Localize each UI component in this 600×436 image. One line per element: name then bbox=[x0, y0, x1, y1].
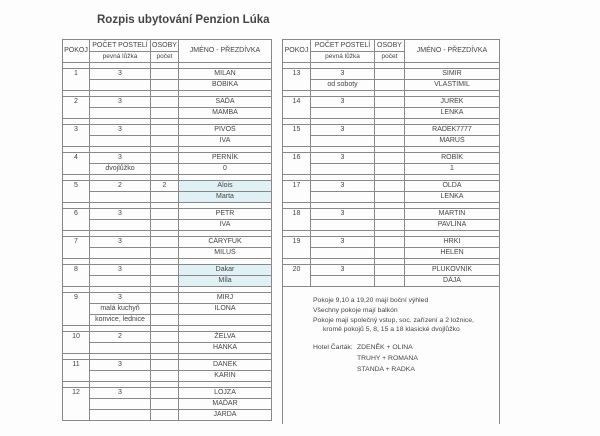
header-pevna: pevná lůžka bbox=[311, 52, 375, 63]
beds-cell bbox=[90, 343, 151, 354]
room-number: 16 bbox=[283, 153, 311, 175]
guest-name: 1 bbox=[405, 164, 500, 175]
left-room-table bbox=[62, 39, 272, 421]
persons-cell bbox=[151, 69, 179, 80]
persons-cell bbox=[375, 248, 405, 259]
room-number: 15 bbox=[283, 125, 311, 147]
persons-cell bbox=[375, 136, 405, 147]
room-number: 6 bbox=[63, 209, 90, 231]
beds-cell: 3 bbox=[90, 153, 151, 164]
guest-name: PIVOŠ bbox=[179, 125, 272, 136]
note-line: kromě pokojů 5, 8, 15 a 18 klasické dvojlůžko bbox=[323, 326, 460, 334]
guest-name: ILONA bbox=[179, 304, 272, 315]
guest-name: PETR bbox=[179, 209, 272, 220]
guest-name: Dakar bbox=[179, 265, 272, 276]
guest-name: ŽELVA bbox=[179, 332, 272, 343]
beds-cell: malá kuchyň bbox=[90, 304, 151, 315]
room-number: 5 bbox=[63, 181, 90, 203]
room-number: 17 bbox=[283, 181, 311, 203]
header-pevna: pevná lůžka bbox=[90, 52, 151, 63]
beds-cell: konvice, lednice bbox=[90, 315, 151, 326]
persons-cell bbox=[375, 125, 405, 136]
room-number: 1 bbox=[63, 69, 90, 91]
room-number: 12 bbox=[63, 388, 90, 421]
beds-cell bbox=[90, 108, 151, 119]
beds-cell: 3 bbox=[311, 209, 375, 220]
table-row bbox=[283, 248, 500, 259]
persons-cell bbox=[151, 136, 179, 147]
table-row bbox=[63, 181, 272, 192]
table-row bbox=[283, 153, 500, 164]
table-row bbox=[283, 265, 500, 276]
header-pocet: POČET POSTELÍ bbox=[90, 40, 151, 52]
guest-name: KARIN bbox=[179, 371, 272, 382]
guest-name: MILAN bbox=[179, 69, 272, 80]
table-row bbox=[63, 80, 272, 91]
table-row bbox=[63, 248, 272, 259]
persons-cell bbox=[151, 360, 179, 371]
persons-cell bbox=[151, 315, 179, 326]
table-row bbox=[63, 153, 272, 164]
table-row bbox=[63, 69, 272, 80]
beds-cell: 3 bbox=[90, 209, 151, 220]
beds-cell bbox=[311, 220, 375, 231]
right-border-left bbox=[282, 272, 283, 424]
guest-name: 0 bbox=[179, 164, 272, 175]
guest-name: LENKA bbox=[405, 108, 500, 119]
table-row bbox=[283, 136, 500, 147]
persons-cell bbox=[375, 108, 405, 119]
beds-cell bbox=[311, 164, 375, 175]
table-row bbox=[283, 69, 500, 80]
beds-cell bbox=[311, 192, 375, 203]
persons-cell bbox=[375, 153, 405, 164]
beds-cell bbox=[90, 80, 151, 91]
persons-cell bbox=[375, 69, 405, 80]
guest-name: IVA bbox=[179, 136, 272, 147]
header-pokoj: POKOJ bbox=[63, 40, 90, 63]
guest-name: MAMBA bbox=[179, 108, 272, 119]
table-row bbox=[63, 164, 272, 175]
persons-cell bbox=[151, 410, 179, 421]
table-row bbox=[63, 343, 272, 354]
header-jmeno: JMÉNO - PŘEZDÍVKA bbox=[179, 40, 272, 63]
guest-name: SIMIR bbox=[405, 69, 500, 80]
beds-cell bbox=[311, 108, 375, 119]
persons-cell bbox=[375, 164, 405, 175]
persons-cell bbox=[151, 265, 179, 276]
hotel-block bbox=[313, 342, 418, 375]
persons-cell bbox=[151, 343, 179, 354]
beds-cell: 2 bbox=[90, 332, 151, 343]
guest-name: DÁJA bbox=[405, 276, 500, 287]
guest-name: PERNÍK bbox=[179, 153, 272, 164]
room-number: 8 bbox=[63, 265, 90, 287]
table-row bbox=[63, 371, 272, 382]
persons-cell bbox=[151, 153, 179, 164]
beds-cell bbox=[90, 220, 151, 231]
guest-name: MARTIN bbox=[405, 209, 500, 220]
beds-cell bbox=[90, 248, 151, 259]
room-number: 7 bbox=[63, 237, 90, 259]
table-row bbox=[63, 293, 272, 304]
hotel-label: Hotel Čarták: bbox=[313, 344, 353, 351]
room-number: 13 bbox=[283, 69, 311, 91]
persons-cell bbox=[375, 276, 405, 287]
persons-cell bbox=[375, 192, 405, 203]
header-pocet: POČET POSTELÍ bbox=[311, 40, 375, 52]
table-row bbox=[283, 181, 500, 192]
table-row bbox=[63, 332, 272, 343]
persons-cell bbox=[151, 276, 179, 287]
table-row bbox=[63, 237, 272, 248]
notes-block bbox=[313, 296, 474, 335]
guest-name: HELEN bbox=[405, 248, 500, 259]
room-number: 10 bbox=[63, 332, 90, 354]
guest-name: BOBIKA bbox=[179, 80, 272, 91]
guest-name: MARUŠ bbox=[405, 136, 500, 147]
table-row bbox=[63, 97, 272, 108]
persons-cell bbox=[151, 237, 179, 248]
beds-cell: 2 bbox=[90, 181, 151, 192]
guest-name: ROBÍK bbox=[405, 153, 500, 164]
persons-cell bbox=[375, 220, 405, 231]
table-row bbox=[63, 136, 272, 147]
table-row bbox=[63, 410, 272, 421]
room-number: 9 bbox=[63, 293, 90, 326]
persons-cell bbox=[151, 371, 179, 382]
guest-name bbox=[179, 315, 272, 326]
persons-cell bbox=[375, 97, 405, 108]
hotel-line: ZDENĚK + OLINA bbox=[357, 344, 413, 351]
beds-cell bbox=[90, 136, 151, 147]
header-row bbox=[63, 40, 272, 52]
guest-name: MIRJ bbox=[179, 293, 272, 304]
room-number: 3 bbox=[63, 125, 90, 147]
header-pokoj: POKOJ bbox=[283, 40, 311, 63]
guest-name: HANKA bbox=[179, 343, 272, 354]
table-row bbox=[283, 80, 500, 91]
table-row bbox=[283, 220, 500, 231]
guest-name: SAĎA bbox=[179, 97, 272, 108]
guest-name: JARDA bbox=[179, 410, 272, 421]
guest-name: IVA bbox=[179, 220, 272, 231]
table-row bbox=[63, 276, 272, 287]
persons-cell bbox=[151, 164, 179, 175]
table-row bbox=[283, 97, 500, 108]
table-row bbox=[63, 125, 272, 136]
header-osoby: OSOBY bbox=[151, 40, 179, 52]
right-border-right bbox=[499, 272, 500, 424]
beds-cell bbox=[90, 399, 151, 410]
beds-cell: 3 bbox=[311, 237, 375, 248]
hotel-line: STANDA + RADKA bbox=[357, 366, 415, 373]
guest-name: Míla bbox=[179, 276, 272, 287]
table-row bbox=[63, 209, 272, 220]
persons-cell bbox=[151, 220, 179, 231]
table-row bbox=[63, 304, 272, 315]
room-number: 2 bbox=[63, 97, 90, 119]
table-row bbox=[63, 265, 272, 276]
guest-name: OLDA bbox=[405, 181, 500, 192]
persons-cell bbox=[151, 293, 179, 304]
beds-cell: 3 bbox=[90, 237, 151, 248]
guest-name: DANEK bbox=[179, 360, 272, 371]
table-row bbox=[283, 192, 500, 203]
table-row bbox=[283, 276, 500, 287]
beds-cell: 3 bbox=[90, 97, 151, 108]
persons-cell bbox=[151, 304, 179, 315]
header-osoby: OSOBY bbox=[375, 40, 405, 52]
table-row bbox=[283, 209, 500, 220]
persons-cell bbox=[151, 80, 179, 91]
persons-cell bbox=[375, 181, 405, 192]
beds-cell: 3 bbox=[311, 97, 375, 108]
room-number: 18 bbox=[283, 209, 311, 231]
persons-cell bbox=[151, 97, 179, 108]
guest-name: PAVLÍNA bbox=[405, 220, 500, 231]
guest-name: MAĎAR bbox=[179, 399, 272, 410]
persons-cell bbox=[151, 388, 179, 399]
beds-cell bbox=[90, 410, 151, 421]
table-row bbox=[283, 125, 500, 136]
table-row bbox=[63, 192, 272, 203]
table-row bbox=[63, 360, 272, 371]
table-row bbox=[283, 237, 500, 248]
table-row bbox=[63, 399, 272, 410]
beds-cell: 3 bbox=[311, 265, 375, 276]
guest-name: LENKA bbox=[405, 192, 500, 203]
beds-cell: dvojlůžko bbox=[90, 164, 151, 175]
right-room-table bbox=[282, 39, 500, 287]
persons-cell bbox=[151, 248, 179, 259]
guest-name: RADEK7777 bbox=[405, 125, 500, 136]
persons-cell bbox=[375, 237, 405, 248]
guest-name: LOJZA bbox=[179, 388, 272, 399]
beds-cell: 3 bbox=[90, 388, 151, 399]
room-number: 14 bbox=[283, 97, 311, 119]
persons-cell bbox=[375, 209, 405, 220]
guest-name: PLUKOVNÍK bbox=[405, 265, 500, 276]
persons-cell bbox=[375, 80, 405, 91]
beds-cell: 3 bbox=[90, 265, 151, 276]
beds-cell: 3 bbox=[311, 181, 375, 192]
table-row bbox=[63, 315, 272, 326]
header-jmeno: JMÉNO - PŘEZDÍVKA bbox=[405, 40, 500, 63]
room-number: 19 bbox=[283, 237, 311, 259]
persons-cell bbox=[375, 265, 405, 276]
guest-name: MILUŠ bbox=[179, 248, 272, 259]
beds-cell: 3 bbox=[311, 69, 375, 80]
beds-cell: 3 bbox=[90, 69, 151, 80]
guest-name: JUREK bbox=[405, 97, 500, 108]
table-row bbox=[63, 108, 272, 119]
persons-cell bbox=[151, 399, 179, 410]
header-row bbox=[283, 40, 500, 52]
beds-cell bbox=[311, 136, 375, 147]
header-pocet-sub: počet bbox=[151, 52, 179, 63]
room-number: 20 bbox=[283, 265, 311, 287]
guest-name: HRKI bbox=[405, 237, 500, 248]
persons-cell bbox=[151, 192, 179, 203]
beds-cell: 3 bbox=[311, 125, 375, 136]
beds-cell: 3 bbox=[90, 293, 151, 304]
hotel-line: TRUHY + ROMANA bbox=[357, 355, 418, 362]
beds-cell bbox=[90, 371, 151, 382]
guest-name: ČÁRYFUK bbox=[179, 237, 272, 248]
table-row bbox=[63, 388, 272, 399]
beds-cell: 3 bbox=[311, 153, 375, 164]
note-line: Pokoje mají společný vstup, soc. zařízení a 2 ložnice, bbox=[313, 316, 474, 324]
beds-cell: 3 bbox=[90, 360, 151, 371]
beds-cell: od soboty bbox=[311, 80, 375, 91]
beds-cell bbox=[90, 276, 151, 287]
beds-cell bbox=[311, 248, 375, 259]
persons-cell bbox=[151, 125, 179, 136]
guest-name: Alois bbox=[179, 181, 272, 192]
guest-name: Marta bbox=[179, 192, 272, 203]
table-row bbox=[283, 108, 500, 119]
room-number: 4 bbox=[63, 153, 90, 175]
note-line: Pokoje 9,10 a 19,20 mají boční výhled bbox=[313, 297, 429, 304]
beds-cell bbox=[311, 276, 375, 287]
beds-cell: 3 bbox=[90, 125, 151, 136]
table-row bbox=[63, 220, 272, 231]
guest-name: VLASTIMIL bbox=[405, 80, 500, 91]
persons-cell bbox=[151, 209, 179, 220]
room-number: 11 bbox=[63, 360, 90, 382]
persons-cell: 2 bbox=[151, 181, 179, 192]
note-line: Všechny pokoje mají balkón bbox=[313, 306, 398, 314]
persons-cell bbox=[151, 108, 179, 119]
page-title: Rozpis ubytování Penzion Lúka bbox=[97, 14, 270, 26]
persons-cell bbox=[151, 332, 179, 343]
table-row bbox=[283, 164, 500, 175]
beds-cell bbox=[90, 192, 151, 203]
header-pocet-sub: počet bbox=[375, 52, 405, 63]
